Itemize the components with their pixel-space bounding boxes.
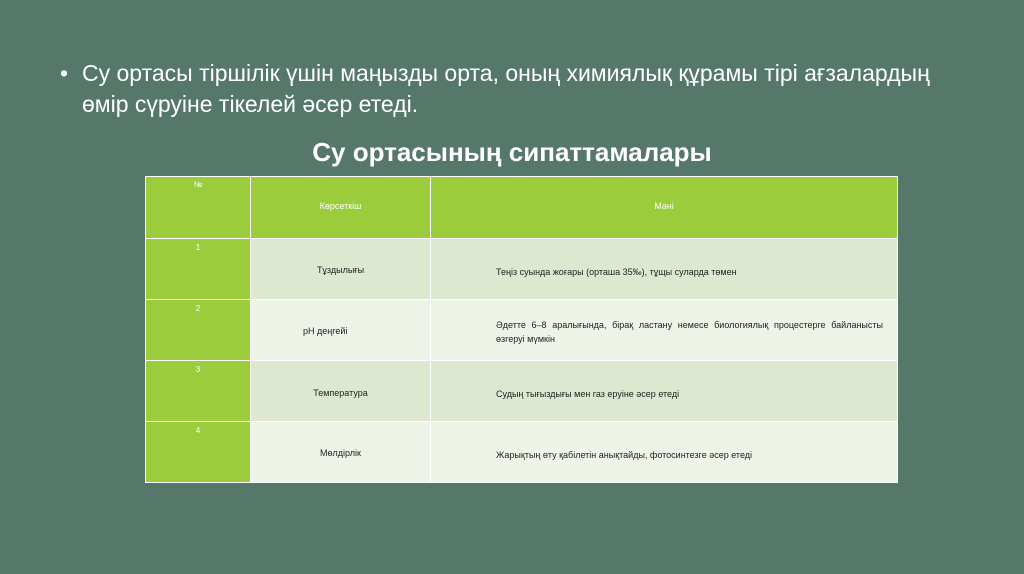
value-cell (431, 361, 898, 422)
row-number-cell (146, 361, 251, 422)
row-number: 3 (195, 365, 201, 374)
table-header-row (146, 177, 898, 239)
table-row (146, 239, 898, 300)
row-number-cell (146, 300, 251, 361)
header-number (146, 177, 251, 239)
header-number-label: № (193, 180, 203, 189)
slide-title: Су ортасының сипаттамалары (312, 137, 712, 167)
indicator-cell (251, 239, 431, 300)
characteristics-table (145, 176, 898, 483)
bullet-point (60, 58, 980, 120)
indicator-cell (251, 361, 431, 422)
header-indicator-label: Көрсеткіш (319, 201, 362, 211)
indicator-text: Температура (313, 388, 368, 398)
bullet-text: Су ортасы тіршілік үшін маңызды орта, оның химиялық құрамы тірі ағзалардың өмір сүруіне тікелей әсер етеді. (82, 60, 930, 117)
indicator-text: Мөлдірлік (320, 448, 361, 458)
row-number: 4 (195, 426, 201, 435)
table-row (146, 422, 898, 483)
value-text: Жарықтың өту қабілетін анықтайды, фотосинтезге әсер етеді (496, 450, 753, 460)
value-text: Әдетте 6–8 аралығында, бірақ ластану немесе биологиялық процестерге байланысты өзгеруі мүмкін (496, 320, 883, 344)
value-text: Теңіз суында жоғары (орташа 35‰), тұщы суларда төмен (496, 267, 737, 277)
row-number-cell (146, 239, 251, 300)
header-indicator (251, 177, 431, 239)
header-value-label: Мәні (654, 201, 674, 211)
value-cell (431, 300, 898, 361)
value-cell (431, 422, 898, 483)
row-number: 2 (195, 304, 201, 313)
indicator-cell (251, 300, 431, 361)
row-number: 1 (195, 243, 201, 252)
table-row (146, 300, 898, 361)
value-cell (431, 239, 898, 300)
bullet-mark: • (60, 60, 69, 86)
indicator-cell (251, 422, 431, 483)
value-text: Судың тығыздығы мен газ еруіне әсер етеді (496, 389, 680, 399)
indicator-text: Тұздылығы (316, 265, 365, 275)
table-row (146, 361, 898, 422)
header-value (431, 177, 898, 239)
indicator-text: pH деңгейі (303, 326, 348, 336)
row-number-cell (146, 422, 251, 483)
